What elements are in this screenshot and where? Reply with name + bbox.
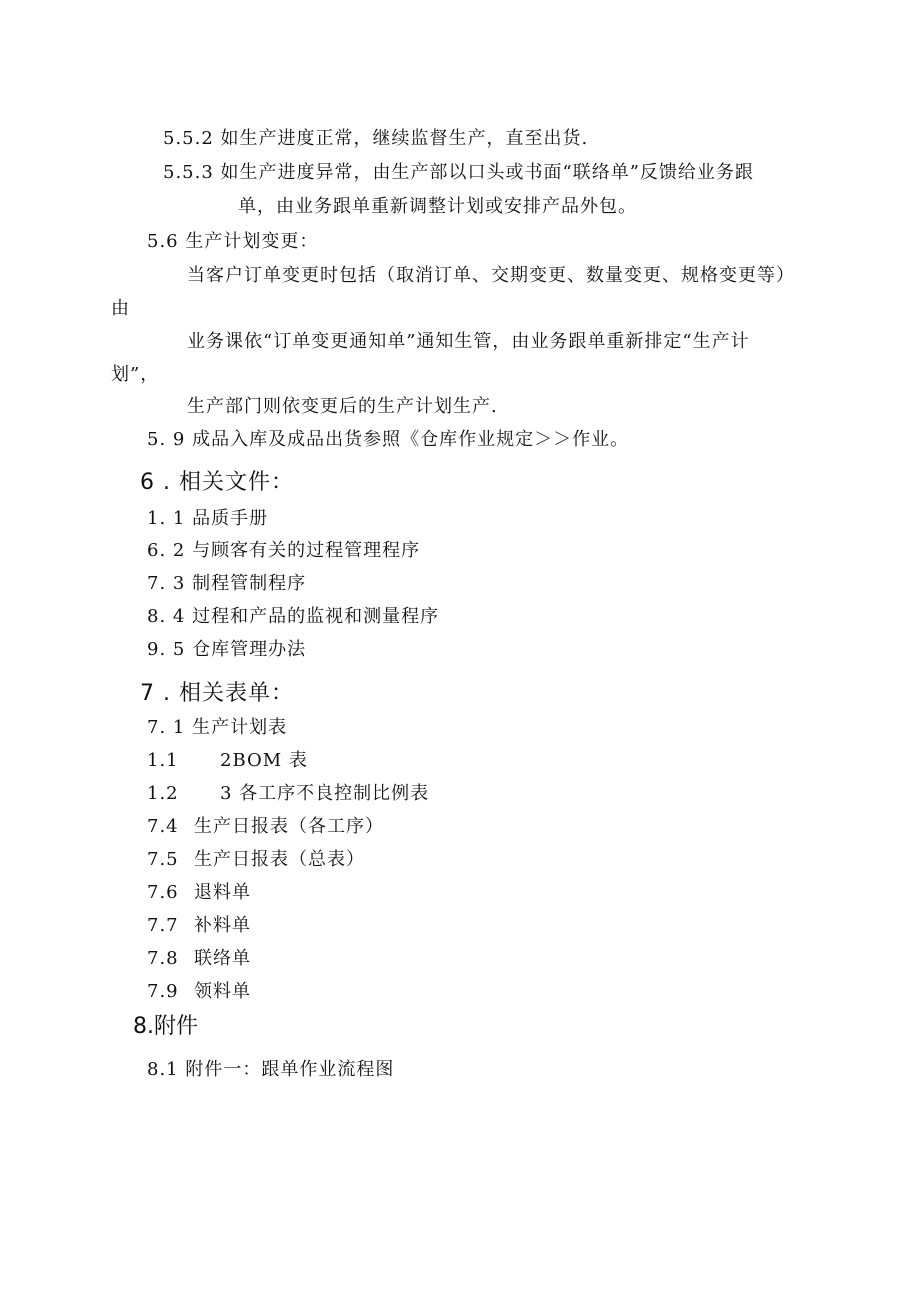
item-5-5-3-line1: 5.5.3 如生产进度异常，由生产部以口头或书面“联络单”反馈给业务跟	[163, 162, 754, 183]
item-5-6-para3: 生产部门则依变更后的生产计划生产.	[187, 396, 498, 417]
section-7-item-text: 生产日报表（总表）	[194, 849, 365, 870]
section-7-item-text: 3 各工序不良控制比例表	[220, 783, 430, 804]
item-5-6-title: 5.6 生产计划变更：	[147, 231, 319, 252]
section-7-item-number: 7.4	[147, 816, 179, 837]
section-7-item-number: 1.1	[147, 750, 179, 771]
section-6-item: 6. 2 与顾客有关的过程管理程序	[147, 540, 421, 561]
item-5-5-3-line2: 单，由业务跟单重新调整计划或安排产品外包。	[238, 196, 637, 217]
section-7-item-number: 1.2	[147, 783, 179, 804]
section-7-item-number: 7.5	[147, 849, 179, 870]
section-7-item-text: 联络单	[194, 948, 251, 969]
section-7-item-text: 领料单	[194, 981, 251, 1002]
section-8-heading: 8.附件	[133, 1014, 198, 1039]
item-5-6-para1-line2: 由	[111, 298, 130, 319]
section-6-item: 7. 3 制程管制程序	[147, 573, 307, 594]
item-5-6-para2-line1: 业务课依“订单变更通知单”通知生管，由业务跟单重新排定“生产计	[187, 331, 750, 352]
section-6-heading: 6 . 相关文件：	[140, 470, 294, 495]
section-7-item: 7. 1 生产计划表	[147, 717, 288, 738]
section-7-item-number: 7.8	[147, 948, 179, 969]
item-5-5-2: 5.5.2 如生产进度正常，继续监督生产，直至出货.	[163, 128, 589, 149]
item-5-6-para1-line1: 当客户订单变更时包括（取消订单、交期变更、数量变更、规格变更等）	[187, 265, 795, 286]
section-7-item-number: 7.9	[147, 981, 179, 1002]
section-7-item-number: 7.6	[147, 882, 179, 903]
section-7-item-text: 补料单	[194, 915, 251, 936]
section-6-item: 1. 1 品质手册	[147, 508, 269, 529]
section-6-item: 9. 5 仓库管理办法	[147, 639, 307, 660]
item-5-9: 5. 9 成品入库及成品出货参照《仓库作业规定＞＞作业。	[147, 429, 630, 450]
item-5-6-para2-line2: 划”，	[111, 364, 160, 385]
section-7-heading: 7 . 相关表单：	[140, 681, 294, 706]
section-7-item-text: 生产日报表（各工序）	[194, 816, 384, 837]
section-6-item: 8. 4 过程和产品的监视和测量程序	[147, 606, 440, 627]
section-7-item-text: 2BOM 表	[220, 750, 308, 771]
section-8-item: 8.1 附件一：跟单作业流程图	[147, 1059, 395, 1080]
section-7-item-number: 7.7	[147, 915, 179, 936]
section-7-item-text: 退料单	[194, 882, 251, 903]
